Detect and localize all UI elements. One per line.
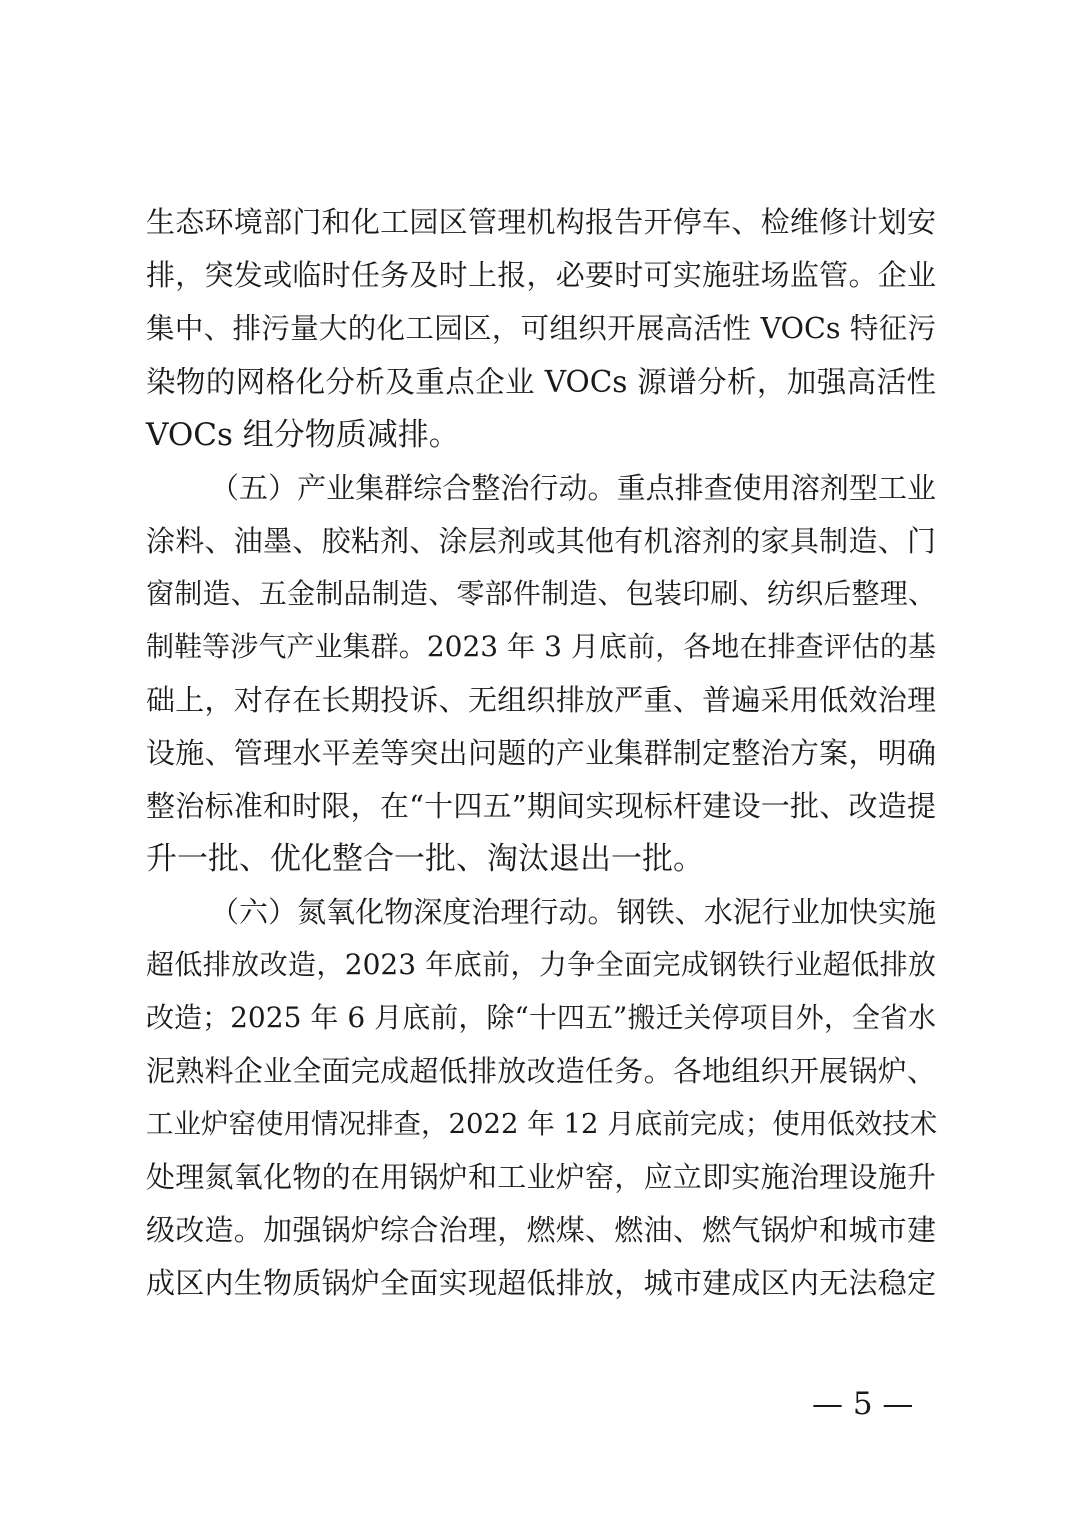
text-line: 泥熟料企业全面完成超低排放改造任务。各地组织开展锅炉、 xyxy=(146,1054,936,1088)
text-line: 设施、管理水平差等突出问题的产业集群制定整治方案，明确 xyxy=(146,736,936,770)
section-heading-line: （五）产业集群综合整治行动。重点排查使用溶剂型工业 xyxy=(210,471,936,505)
text-line: 改造；2025 年 6 月底前，除“十四五”搬迁关停项目外，全省水 xyxy=(146,1001,936,1034)
text-line: 整治标准和时限，在“十四五”期间实现标杆建设一批、改造提 xyxy=(146,789,936,823)
text-line: 级改造。加强锅炉综合治理，燃煤、燃油、燃气锅炉和城市建 xyxy=(146,1213,936,1247)
page-number: — 5 — xyxy=(812,1386,914,1422)
text-line: 处理氮氧化物的在用锅炉和工业炉窑，应立即实施治理设施升 xyxy=(146,1160,936,1194)
text-line: 生态环境部门和化工园区管理机构报告开停车、检维修计划安 xyxy=(146,205,936,239)
text-line: 涂料、油墨、胶粘剂、涂层剂或其他有机溶剂的家具制造、门 xyxy=(146,524,936,558)
text-line: 集中、排污量大的化工园区，可组织开展高活性 VOCs 特征污 xyxy=(146,312,936,345)
text-line: 工业炉窑使用情况排查，2022 年 12 月底前完成；使用低效技术 xyxy=(146,1108,938,1140)
section-heading-line: （六）氮氧化物深度治理行动。钢铁、水泥行业加快实施 xyxy=(210,895,936,929)
text-line: 排，突发或临时任务及时上报，必要时可实施驻场监管。企业 xyxy=(146,258,936,292)
text-line: 制鞋等涉气产业集群。2023 年 3 月底前，各地在排查评估的基 xyxy=(146,630,936,663)
text-line: 超低排放改造，2023 年底前，力争全面完成钢铁行业超低排放 xyxy=(146,948,936,981)
text-line: 窗制造、五金制品制造、零部件制造、包装印刷、纺织后整理、 xyxy=(146,577,936,610)
text-line: 础上，对存在长期投诉、无组织排放严重、普遍采用低效治理 xyxy=(146,683,936,717)
text-line: 升一批、优化整合一批、淘汰退出一批。 xyxy=(146,841,704,877)
text-line: 染物的网格化分析及重点企业 VOCs 源谱分析，加强高活性 xyxy=(146,365,936,399)
text-line: VOCs 组分物质减排。 xyxy=(146,417,460,453)
text-line: 成区内生物质锅炉全面实现超低排放，城市建成区内无法稳定 xyxy=(146,1266,936,1300)
